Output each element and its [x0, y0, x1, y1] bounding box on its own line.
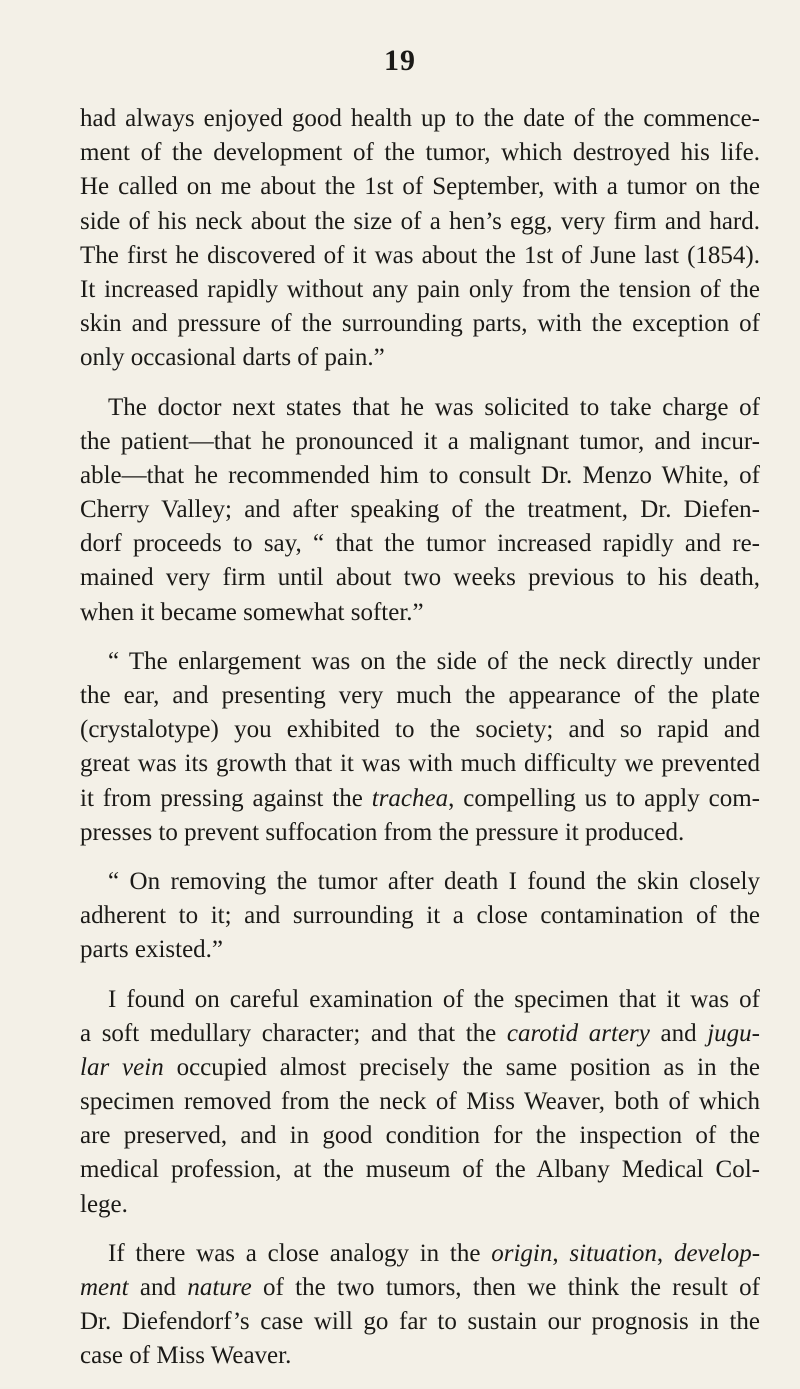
text-segment: of the two tumors, then we think the result of: [251, 1274, 760, 1301]
text-segment: side of his neck about the size of a hen’s egg, very firm and hard.: [80, 207, 760, 235]
text-line: [80, 1188, 760, 1222]
text-segment: are preserved, and in good condition for the inspection of the: [80, 1122, 760, 1150]
text-segment: If there was a close analogy in the: [108, 1239, 492, 1267]
text-segment: medical profession, at the museum of the Albany Medical Col-: [80, 1156, 760, 1184]
text-segment: Dr. Diefendorf’s case will go far to sustain our prognosis in the: [80, 1308, 760, 1336]
text-line: [80, 459, 760, 493]
text-line: [80, 713, 760, 747]
text-segment: (crystalotype) you exhibited to the society; and so rapid and: [80, 716, 760, 744]
paragraph: [80, 645, 760, 850]
text-segment: adherent to it; and surrounding it a close contamination of the: [80, 902, 760, 930]
body-text: [80, 102, 760, 1389]
text-line: [80, 205, 760, 239]
text-line: [80, 933, 760, 967]
text-segment: and: [128, 1274, 188, 1301]
italic-text: situation: [569, 1239, 657, 1267]
text-segment: He called on me about the 1st of September, with a tumor on the: [80, 173, 760, 201]
text-segment: had always enjoyed good health up to the date of the commence-: [80, 105, 760, 132]
paragraph: [80, 391, 760, 630]
text-segment: dorf proceeds to say, “ that the tumor increased rapidly and re-: [80, 530, 760, 558]
text-segment: occupied almost precisely the same position as in the: [163, 1053, 760, 1081]
text-line: [80, 596, 760, 630]
text-line: [80, 391, 760, 425]
text-line: [80, 1085, 760, 1119]
text-segment: ,: [656, 1239, 674, 1267]
text-segment: and: [649, 1019, 708, 1047]
text-segment: a soft medullary character; and that the: [80, 1019, 507, 1047]
text-line: [80, 307, 760, 341]
paragraph: [80, 102, 760, 376]
text-segment: It increased rapidly without any pain only from the tension of the: [80, 275, 760, 303]
italic-text: jugu-: [707, 1019, 760, 1047]
text-segment: lege.: [80, 1190, 128, 1218]
text-line: [80, 1339, 760, 1373]
text-line: [80, 425, 760, 459]
text-segment: “ The enlargement was on the side of the neck directly under: [108, 647, 760, 675]
text-line: [80, 1271, 760, 1305]
text-segment: “ On removing the tumor after death I found the skin closely: [108, 867, 760, 895]
text-line: [80, 899, 760, 933]
text-segment: specimen removed from the neck of Miss Weaver, both of which: [80, 1088, 760, 1116]
text-line: [80, 102, 760, 136]
text-line: [80, 1237, 760, 1271]
text-line: [80, 747, 760, 781]
paragraph: [80, 983, 760, 1222]
text-line: [80, 983, 760, 1017]
text-line: [80, 1305, 760, 1339]
text-segment: I found on careful examination of the specimen that it was of: [108, 985, 760, 1013]
text-line: [80, 273, 760, 307]
text-line: [80, 1153, 760, 1187]
italic-text: ment: [80, 1274, 129, 1301]
text-segment: great was its growth that it was with much difficulty we prevented: [80, 750, 760, 778]
text-segment: mained very firm until about two weeks previous to his death,: [80, 564, 760, 592]
text-segment: the patient—that he pronounced it a malignant tumor, and incur-: [80, 427, 760, 455]
paragraph: [80, 1237, 760, 1374]
text-line: [80, 1119, 760, 1153]
italic-text: carotid artery: [506, 1019, 650, 1047]
italic-text: origin: [491, 1239, 553, 1267]
text-segment: skin and pressure of the surrounding parts, with the exception of: [80, 310, 760, 338]
text-line: [80, 527, 760, 561]
text-segment: when it became somewhat softer.”: [80, 598, 424, 626]
text-line: [80, 493, 760, 527]
text-segment: ,: [552, 1239, 570, 1267]
text-segment: Cherry Valley; and after speaking of the treatment, Dr. Diefen-: [80, 496, 760, 524]
text-line: [80, 136, 760, 170]
text-segment: only occasional darts of pain.”: [80, 344, 385, 372]
italic-text: trachea: [371, 784, 449, 812]
text-line: [80, 816, 760, 850]
text-line: [80, 239, 760, 273]
text-line: [80, 645, 760, 679]
page-number: 19: [384, 44, 416, 77]
text-segment: The doctor next states that he was solicited to take charge of: [108, 393, 760, 421]
italic-text: lar vein: [80, 1053, 164, 1081]
text-segment: the ear, and presenting very much the appearance of the plate: [80, 682, 760, 709]
text-line: [80, 865, 760, 899]
text-line: [80, 1017, 760, 1051]
text-segment: it from pressing against the: [80, 784, 372, 812]
text-segment: able—that he recommended him to consult Dr. Menzo White, of: [80, 461, 760, 489]
text-line: [80, 561, 760, 595]
text-segment: parts existed.”: [80, 936, 224, 964]
text-line: [80, 782, 760, 816]
text-segment: The first he discovered of it was about the 1st of June last (1854).: [80, 241, 760, 269]
text-segment: ment of the development of the tumor, which destroyed his life.: [80, 139, 760, 167]
italic-text: nature: [187, 1274, 252, 1301]
text-segment: case of Miss Weaver.: [80, 1342, 292, 1370]
text-segment: , compelling us to apply com-: [448, 784, 761, 812]
text-line: [80, 1051, 760, 1085]
paragraph: [80, 865, 760, 968]
italic-text: develop-: [673, 1239, 761, 1267]
text-segment: presses to prevent suffocation from the pressure it produced.: [80, 818, 685, 846]
text-line: [80, 679, 760, 713]
text-line: [80, 170, 760, 204]
text-line: [80, 341, 760, 375]
